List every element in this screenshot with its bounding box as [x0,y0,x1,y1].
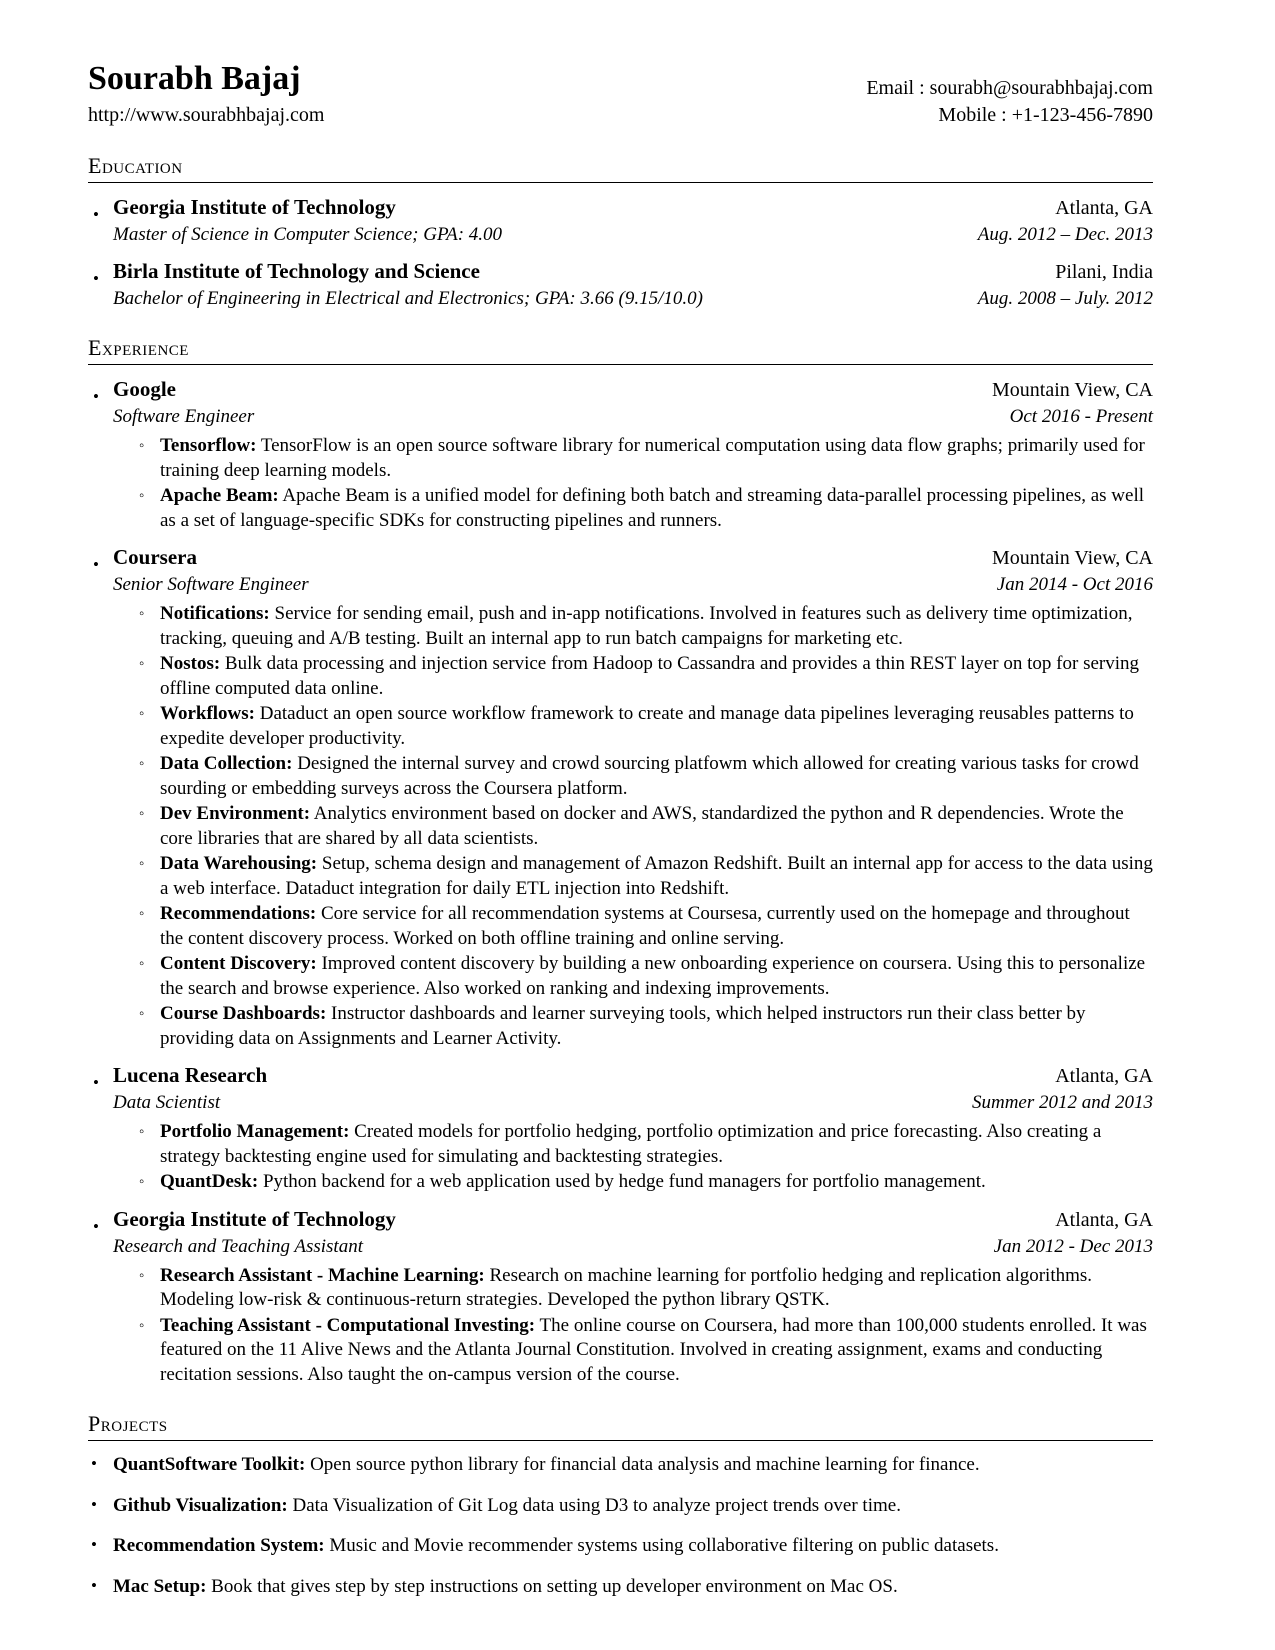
experience-bullet-list [113,1264,1153,1388]
experience-bullet [139,1314,1153,1388]
project-text: Music and Movie recommender systems using collaborative filtering on public datasets. [324,1535,999,1556]
project-label: Recommendation System: [113,1535,325,1556]
entry-subheader-row [113,222,1153,247]
bullet-text: Research on machine learning for portfolio hedging and replication algorithms. Modeling low-risk & continuous-return strategies. Developed the python library QSTK. [160,1264,1093,1310]
degree-text: Bachelor of Engineering in Electrical and Electronics; GPA: 3.66 (9.15/10.0) [113,288,703,309]
projects-section-title: Projects [88,1411,1153,1441]
date-range-text: Jan 2012 - Dec 2013 [993,1235,1153,1257]
bullet-label: Apache Beam: [160,485,279,506]
candidate-name: Sourabh Bajaj [88,60,301,97]
project-item [91,1575,1153,1600]
bullet-label: Notifications: [160,603,270,624]
project-item [91,1494,1153,1519]
experience-entry-gatech [93,1205,1153,1388]
role-text: Research and Teaching Assistant [113,1235,363,1257]
bullet-dot-icon: • [93,1073,99,1092]
bullet-dot-icon: • [93,387,99,406]
bullet-circle-icon: ◦ [139,756,145,772]
bullet-text: Service for sending email, push and in-app notifications. Involved in features such as delivery time optimization, tracking, queuing and A/B testing. Built an internal app to run batch campaigns for marketing etc. [160,603,1133,649]
experience-section-title: Experience [88,335,1153,365]
section-experience [88,335,1153,1387]
date-range-text: Aug. 2012 – Dec. 2013 [977,224,1153,245]
entry-header-row [113,257,1153,286]
project-label: QuantSoftware Toolkit: [113,1454,306,1475]
bullet-circle-icon: ◦ [139,856,145,872]
experience-bullet [139,902,1153,951]
education-entry [93,193,1153,247]
bullet-text: Apache Beam is a unified model for defining both batch and streaming data-parallel processing pipelines, as well as a set of language-specific SDKs for constructing pipelines and runners. [160,485,1145,531]
bullet-circle-icon: ◦ [139,1006,145,1022]
bullet-dot-icon: • [91,1494,97,1514]
organization-name: Lucena Research [113,1063,268,1087]
education-entry [93,257,1153,311]
bullet-circle-icon: ◦ [139,606,145,622]
bullet-circle-icon: ◦ [139,956,145,972]
experience-bullet [139,752,1153,801]
organization-name: Google [113,377,176,401]
project-text: Open source python library for financial data analysis and machine learning for finance. [305,1454,980,1475]
bullet-circle-icon: ◦ [139,656,145,672]
project-item [91,1453,1153,1478]
experience-bullet [139,1120,1153,1169]
education-section-title: Education [88,153,1153,183]
bullet-text: Improved content discovery by building a new onboarding experience on coursera. Using this to personalize the search and browse experience. Also worked on ranking and indexing improvements. [160,953,1146,999]
entry-subheader-row [113,404,1153,429]
entry-subheader-row [113,286,1153,311]
project-label: Github Visualization: [113,1494,288,1516]
experience-bullet [139,434,1153,483]
mobile-text: Mobile : +1-123-456-7890 [938,104,1153,126]
organization-name: Georgia Institute of Technology [113,195,396,219]
bullet-label: Data Warehousing: [160,853,318,874]
bullet-text: Analytics environment based on docker and AWS, standardized the python and R dependencies. Wrote the core libraries that are shared by all data scientists. [160,803,1124,849]
bullet-text: Created models for portfolio hedging, portfolio optimization and price forecasting. Also creating a strategy backtesting engine used for simulating and backtesting strategies. [160,1121,1102,1167]
organization-name: Coursera [113,545,197,569]
bullet-text: The online course on Coursera, had more than 100,000 students enrolled. It was featured on the 11 Alive News and the Atlanta Journal Constitution. Involved in creating assignment, exams and conducting recitation sessions. Also taught the on-campus version of the course. [160,1314,1147,1385]
entry-subheader-row [113,1234,1153,1259]
bullet-circle-icon: ◦ [139,1267,145,1284]
bullet-text: TensorFlow is an open source software library for numerical computation using data flow graphs; primarily used for training deep learning models. [160,435,1145,481]
section-projects [88,1411,1153,1599]
entry-header-row [113,543,1153,572]
experience-entry-google [93,375,1153,533]
entry-header-row [113,1061,1153,1090]
experience-bullet [139,602,1153,651]
entry-subheader-row [113,1090,1153,1115]
location-text: Mountain View, CA [991,379,1153,401]
role-text: Senior Software Engineer [113,574,309,595]
bullet-label: Research Assistant - Machine Learning: [160,1264,485,1286]
bullet-label: Dev Environment: [160,803,311,824]
location-text: Pilani, India [1055,261,1153,283]
bullet-text: Designed the internal survey and crowd sourcing platfowm which allowed for creating various tasks for crowd sourding or embedding surveys across the Coursera platform. [160,753,1139,799]
project-text: Book that gives step by step instructions on setting up developer environment on Mac OS. [206,1575,898,1597]
bullet-dot-icon: • [93,205,99,224]
bullet-text: Bulk data processing and injection service from Hadoop to Cassandra and provides a thin REST layer on top for serving offline computed data online. [160,653,1139,699]
bullet-label: Teaching Assistant - Computational Investing: [160,1314,536,1336]
date-range-text: Aug. 2008 – July. 2012 [977,288,1153,309]
project-item [91,1534,1153,1559]
bullet-circle-icon: ◦ [139,806,145,822]
entry-subheader-row [113,572,1153,597]
location-text: Atlanta, GA [1055,1208,1153,1231]
experience-bullet-list [113,434,1153,533]
bullet-label: Course Dashboards: [160,1003,327,1024]
bullet-label: QuantDesk: [160,1171,259,1192]
location-text: Atlanta, GA [1055,1065,1153,1087]
bullet-dot-icon: • [91,1535,97,1554]
section-education [88,153,1153,311]
bullet-dot-icon: • [93,1216,99,1236]
bullet-text: Dataduct an open source workflow framework to create and manage data pipelines leveraging reusables patterns to expedite developer productivity. [160,703,1134,749]
experience-bullet [139,1002,1153,1051]
bullet-dot-icon: • [93,555,99,574]
bullet-text: Instructor dashboards and learner surveying tools, which helped instructors run their class better by providing data on Assignments and Learner Activity. [160,1003,1086,1049]
experience-bullet [139,1170,1153,1195]
bullet-label: Recommendations: [160,903,317,924]
website-url: http://www.sourabhbajaj.com [88,104,325,126]
experience-bullet [139,652,1153,701]
experience-bullet [139,852,1153,901]
experience-bullet [139,702,1153,751]
role-text: Data Scientist [113,1092,221,1113]
bullet-label: Content Discovery: [160,953,317,974]
header-left [88,60,324,129]
entry-header-row [113,193,1153,222]
organization-name: Birla Institute of Technology and Science [113,259,480,283]
bullet-label: Portfolio Management: [160,1121,350,1142]
project-text: Data Visualization of Git Log data using D3 to analyze project trends over time. [287,1494,901,1516]
experience-bullet [139,802,1153,851]
experience-bullet-list [113,1120,1153,1195]
bullet-circle-icon: ◦ [139,488,145,504]
bullet-text: Core service for all recommendation systems at Coursesa, currently used on the homepage and throughout the content discovery process. Worked on both offline training and online serving. [160,903,1130,949]
experience-bullet-list [113,602,1153,1051]
degree-text: Master of Science in Computer Science; GPA: 4.00 [113,224,503,245]
experience-entries [88,375,1153,1387]
bullet-dot-icon: • [93,269,99,288]
resume-header [88,60,1153,129]
experience-entry-coursera [93,543,1153,1051]
bullet-text: Python backend for a web application used by hedge fund managers for portfolio management. [258,1171,986,1192]
location-text: Mountain View, CA [991,547,1153,569]
bullet-label: Data Collection: [160,753,293,774]
bullet-circle-icon: ◦ [139,1174,145,1190]
bullet-circle-icon: ◦ [139,906,145,922]
date-range-text: Oct 2016 - Present [1009,406,1153,427]
experience-bullet [139,952,1153,1001]
header-contact [866,75,1153,129]
experience-entry-lucena [93,1061,1153,1195]
bullet-circle-icon: ◦ [139,1124,145,1140]
bullet-label: Workflows: [160,703,255,724]
bullet-circle-icon: ◦ [139,706,145,722]
entry-header-row [113,375,1153,404]
experience-bullet [139,1264,1153,1313]
date-range-text: Jan 2014 - Oct 2016 [996,574,1153,595]
entry-header-row [113,1205,1153,1234]
role-text: Software Engineer [113,406,255,427]
bullet-label: Tensorflow: [160,435,257,456]
education-entries [88,193,1153,311]
bullet-dot-icon: • [91,1575,97,1595]
bullet-dot-icon: • [91,1454,97,1473]
projects-list [88,1453,1153,1599]
email-text: Email : sourabh@sourabhbajaj.com [866,77,1153,99]
location-text: Atlanta, GA [1055,197,1153,219]
experience-bullet [139,484,1153,533]
bullet-text: Setup, schema design and management of Amazon Redshift. Built an internal app for access to the data using a web interface. Dataduct integration for daily ETL injection into Redshift. [160,853,1153,899]
organization-name: Georgia Institute of Technology [113,1206,396,1231]
project-label: Mac Setup: [113,1575,207,1597]
bullet-circle-icon: ◦ [139,438,145,454]
bullet-label: Nostos: [160,653,221,674]
bullet-circle-icon: ◦ [139,1317,145,1334]
date-range-text: Summer 2012 and 2013 [971,1092,1153,1113]
